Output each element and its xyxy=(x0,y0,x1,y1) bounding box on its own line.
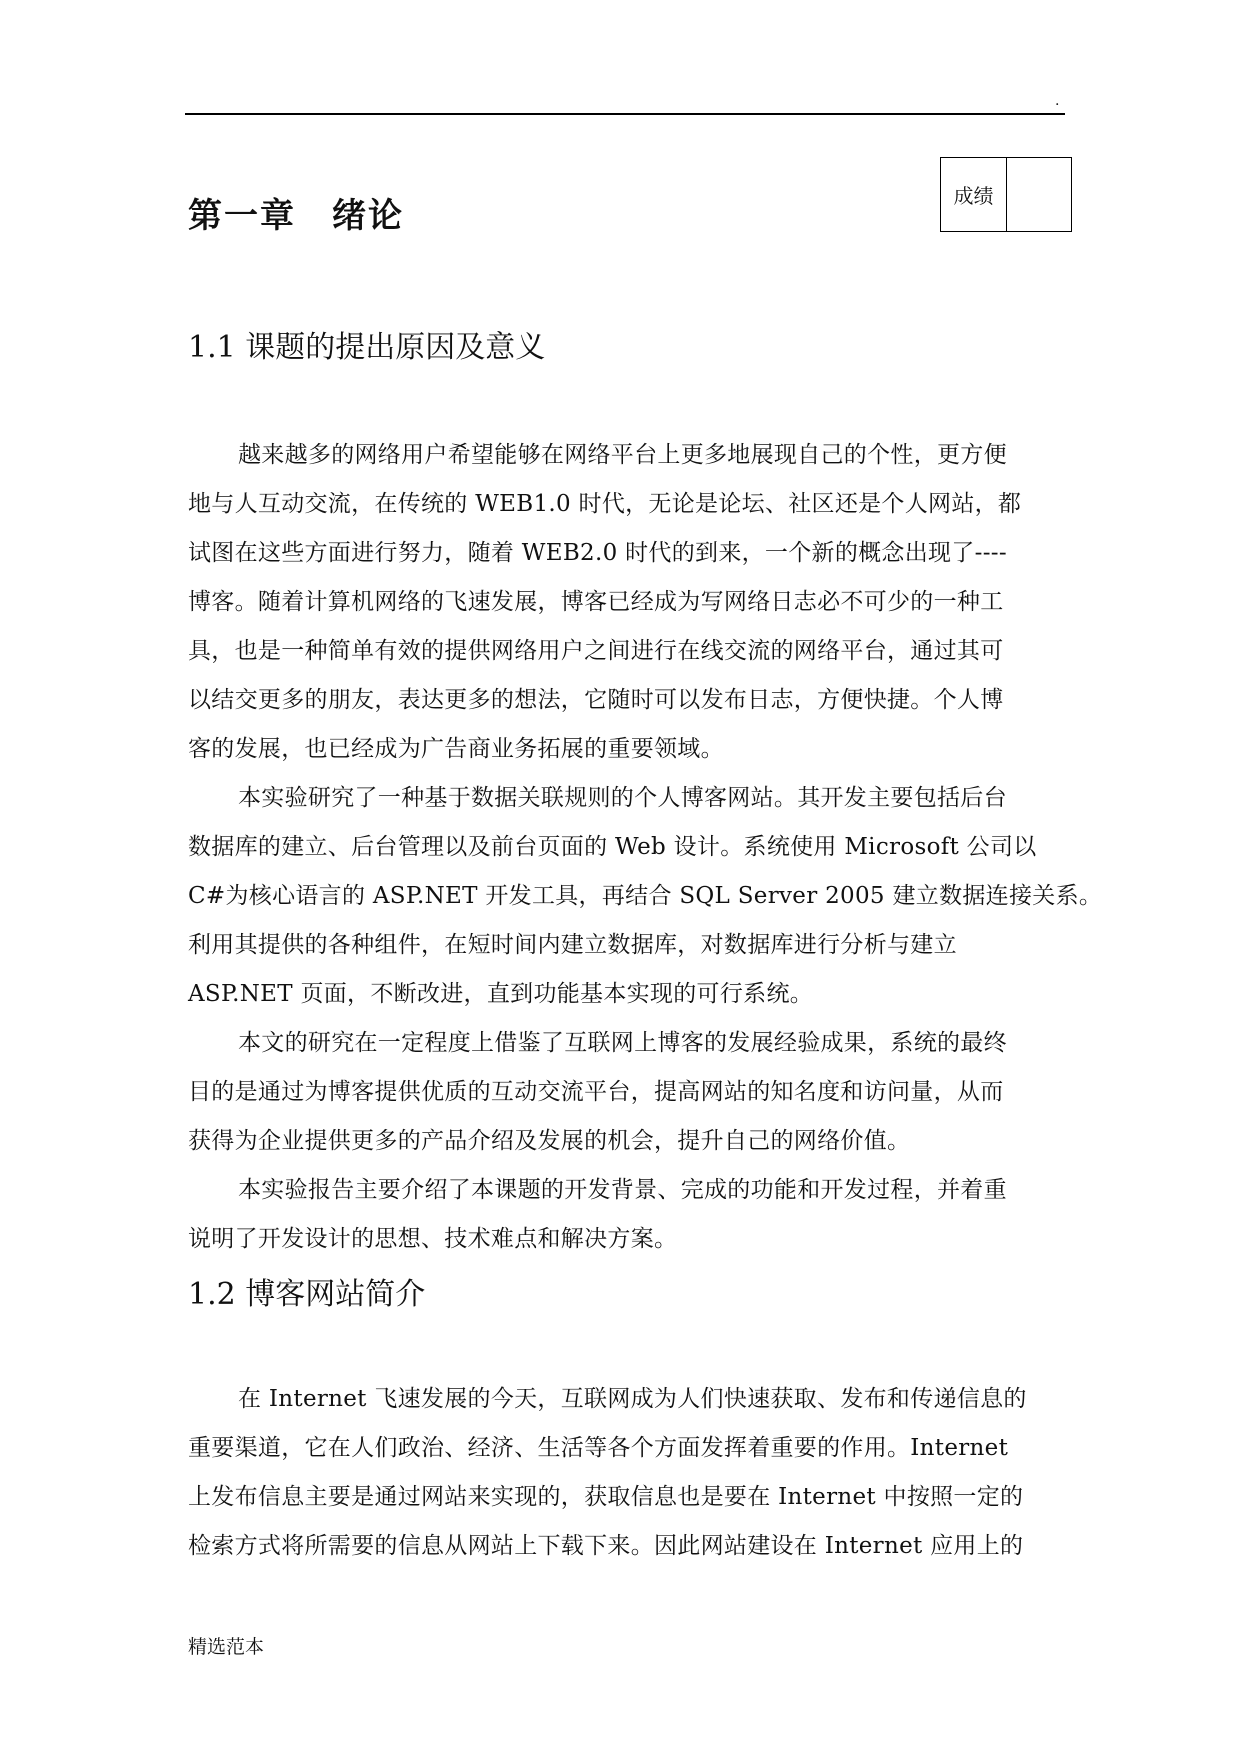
score-label: 成绩 xyxy=(941,158,1007,231)
text-line: 说明了开发设计的思想、技术难点和解决方案。 xyxy=(188,1226,678,1252)
text-line: 博客。随着计算机网络的飞速发展，博客已经成为写网络日志必不可少的一种工 xyxy=(188,589,1004,615)
score-box xyxy=(940,157,1072,232)
paragraph xyxy=(188,774,1103,1019)
text-line: 获得为企业提供更多的产品介绍及发展的机会，提升自己的网络价值。 xyxy=(188,1128,911,1154)
text-line: 地与人互动交流，在传统的 WEB1.0 时代，无论是论坛、社区还是个人网站，都 xyxy=(188,491,1022,517)
paragraph xyxy=(188,431,1060,774)
paragraph xyxy=(188,1019,1060,1166)
text-line: C#为核心语言的 ASP.NET 开发工具，再结合 SQL Server 2005 建立数据连接关系。 xyxy=(188,883,1103,909)
text-line: 本文的研究在一定程度上借鉴了互联网上博客的发展经验成果，系统的最终 xyxy=(238,1030,1007,1056)
chapter-title: 第一章 绪论 xyxy=(188,196,404,236)
section-title-1-1: 1.1 课题的提出原因及意义 xyxy=(188,330,546,365)
text-line: 利用其提供的各种组件，在短时间内建立数据库，对数据库进行分析与建立 xyxy=(188,932,957,958)
text-line: 试图在这些方面进行努力，随着 WEB2.0 时代的到来，一个新的概念出现了---- xyxy=(188,540,1007,566)
text-line: 上发布信息主要是通过网站来实现的，获取信息也是要在 Internet 中按照一定的 xyxy=(188,1484,1024,1510)
text-line: 客的发展，也已经成为广告商业务拓展的重要领域。 xyxy=(188,736,724,762)
header-rule xyxy=(185,113,1065,115)
text-line: 具，也是一种简单有效的提供网络用户之间进行在线交流的网络平台，通过其可 xyxy=(188,638,1004,664)
text-line: 数据库的建立、后台管理以及前台页面的 Web 设计。系统使用 Microsoft 公司以 xyxy=(188,834,1037,860)
text-line: 以结交更多的朋友，表达更多的想法，它随时可以发布日志，方便快捷。个人博 xyxy=(188,687,1004,713)
score-value-cell xyxy=(1007,158,1071,231)
text-line: ASP.NET 页面，不断改进，直到功能基本实现的可行系统。 xyxy=(188,981,814,1007)
footer-label: 精选范本 xyxy=(188,1636,265,1658)
text-line: 本实验研究了一种基于数据关联规则的个人博客网站。其开发主要包括后台 xyxy=(238,785,1007,811)
text-line: 重要渠道，它在人们政治、经济、生活等各个方面发挥着重要的作用。Internet xyxy=(188,1435,1009,1461)
text-line: 越来越多的网络用户希望能够在网络平台上更多地展现自己的个性，更方便 xyxy=(238,442,1007,468)
text-line: 检索方式将所需要的信息从网站上下载下来。因此网站建设在 Internet 应用上的 xyxy=(188,1533,1024,1559)
section-title-1-2: 1.2 博客网站简介 xyxy=(188,1277,426,1312)
text-line: 在 Internet 飞速发展的今天，互联网成为人们快速获取、发布和传递信息的 xyxy=(238,1386,1027,1412)
text-line: 本实验报告主要介绍了本课题的开发背景、完成的功能和开发过程，并着重 xyxy=(238,1177,1007,1203)
paragraph xyxy=(188,1166,1060,1264)
header-dot: . xyxy=(1055,93,1060,109)
text-line: 目的是通过为博客提供优质的互动交流平台，提高网站的知名度和访问量，从而 xyxy=(188,1079,1004,1105)
paragraph xyxy=(188,1375,1060,1571)
